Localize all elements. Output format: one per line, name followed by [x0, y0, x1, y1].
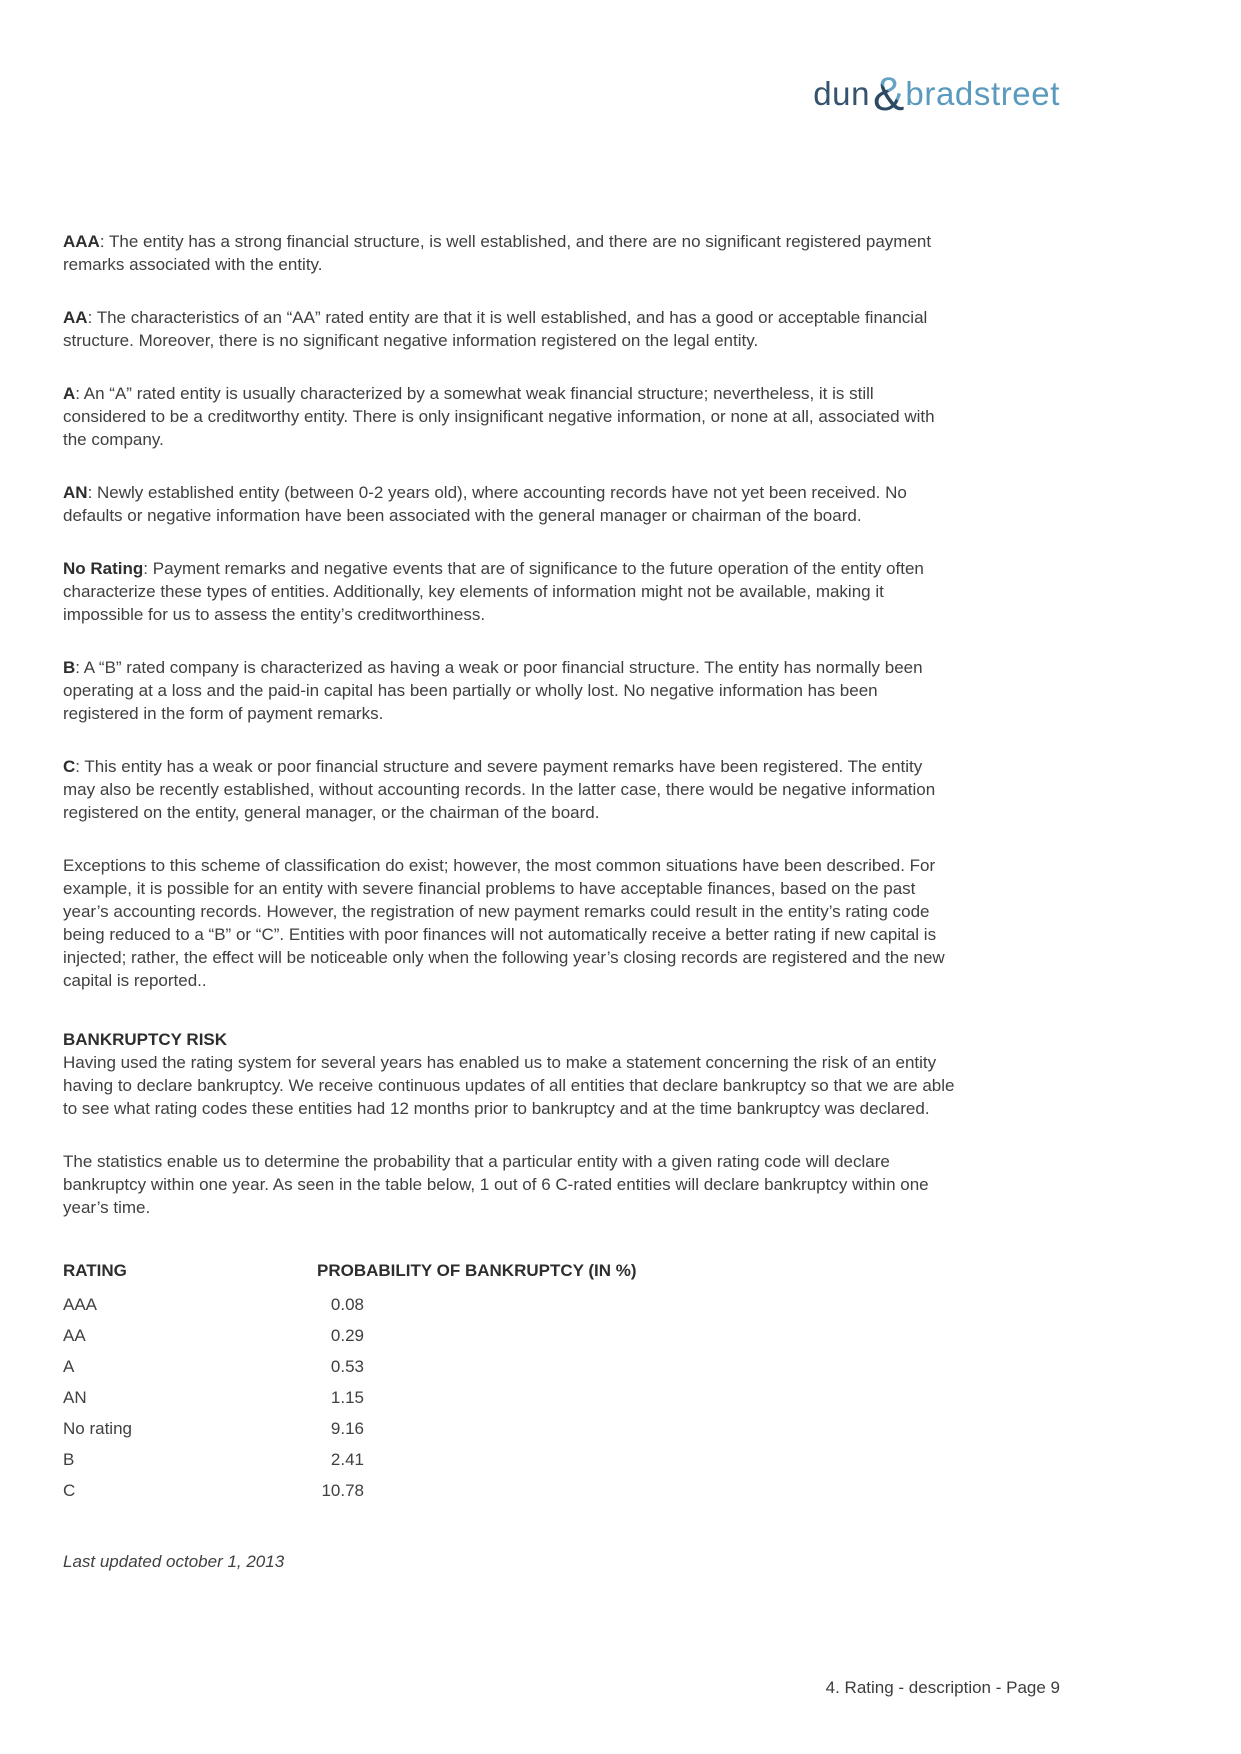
table-cell-rating: AA — [63, 1326, 86, 1345]
rating-definition-no-rating — [63, 557, 956, 626]
table-cell-rating: A — [63, 1357, 75, 1376]
rating-text-a: : An “A” rated entity is usually characterized by a somewhat weak financial structure; nevertheless, it is still considered to be a creditworthy entity. There is only insignificant negative information, or none at all, associated with the company. — [63, 384, 935, 449]
table-header-rating: RATING — [63, 1261, 127, 1280]
table-cell-rating: C — [63, 1481, 76, 1500]
rating-definition-an — [63, 481, 956, 527]
bankruptcy-risk-heading: BANKRUPTCY RISK — [63, 1030, 228, 1049]
rating-text-aa: : The characteristics of an “AA” rated entity are that it is well established, and has a good or acceptable financial structure. Moreover, there is no significant negative information registered on the legal entity. — [63, 308, 928, 350]
table-row — [63, 1479, 956, 1502]
table-row — [63, 1293, 956, 1316]
table-row — [63, 1386, 956, 1409]
table-row — [63, 1448, 956, 1471]
rating-term-c: C — [63, 757, 76, 776]
rating-text-no-rating: : Payment remarks and negative events that are of significance to the future operation of the entity often characterize these types of entities. Additionally, key elements of information might not be available, making it impossible for us to assess the entity’s creditworthiness. — [63, 559, 924, 624]
rating-term-an: AN — [63, 483, 88, 502]
page-footer: 4. Rating - description - Page 9 — [825, 1678, 1060, 1697]
document-body — [63, 230, 956, 1573]
rating-term-a: A — [63, 384, 76, 403]
rating-text-an: : Newly established entity (between 0-2 years old), where accounting records have not yet been received. No defaults or negative information have been associated with the general manager or chairman of the board. — [63, 483, 907, 525]
rating-definition-aaa — [63, 230, 956, 276]
table-row — [63, 1417, 956, 1440]
table-cell-probability: 0.53 — [330, 1357, 364, 1376]
rating-definition-b — [63, 656, 956, 725]
table-cell-probability: 2.41 — [330, 1450, 364, 1469]
table-cell-rating: B — [63, 1450, 75, 1469]
dun-bradstreet-logo — [813, 67, 1060, 120]
rating-term-no-rating: No Rating — [63, 559, 144, 578]
rating-definition-a — [63, 382, 956, 451]
rating-text-c: : This entity has a weak or poor financial structure and severe payment remarks have been registered. The entity may also be recently established, without accounting records. In the latter case, there would be negative information registered on the entity, general manager, or the chairman of the board. — [63, 757, 936, 822]
table-cell-probability: 9.16 — [330, 1419, 364, 1438]
rating-term-b: B — [63, 658, 76, 677]
rating-definition-c — [63, 755, 956, 824]
table-cell-probability: 0.08 — [330, 1295, 364, 1314]
rating-definition-aa — [63, 306, 956, 352]
table-cell-rating: No rating — [63, 1419, 132, 1438]
logo-ampersand-icon: & — [873, 67, 905, 120]
bankruptcy-paragraph-2: The statistics enable us to determine the probability that a particular entity with a given rating code will declare bankruptcy within one year. As seen in the table below, 1 out of 6 C-rated entities will declare bankruptcy within one year’s time. — [63, 1152, 929, 1217]
table-cell-rating: AAA — [63, 1295, 98, 1314]
rating-text-b: : A “B” rated company is characterized as having a weak or poor financial structure. The entity has normally been operating at a loss and the paid-in capital has been partially or wholly lost. No negative information has been registered in the form of payment remarks. — [63, 658, 923, 723]
table-row — [63, 1355, 956, 1378]
logo-text-bradstreet: bradstreet — [905, 75, 1060, 112]
table-cell-probability: 1.15 — [330, 1388, 364, 1407]
rating-text-aaa: : The entity has a strong financial structure, is well established, and there are no significant registered payment remarks associated with the entity. — [63, 232, 932, 274]
table-row — [63, 1324, 956, 1347]
logo-text-dun: dun — [813, 75, 871, 112]
table-cell-rating: AN — [63, 1388, 87, 1407]
table-cell-probability: 0.29 — [330, 1326, 364, 1345]
rating-term-aa: AA — [63, 308, 88, 327]
table-header-row — [63, 1259, 956, 1282]
rating-term-aaa: AAA — [63, 232, 100, 251]
bankruptcy-paragraph-1: Having used the rating system for several years has enabled us to make a statement concerning the risk of an entity having to declare bankruptcy. We receive continuous updates of all entities that declare bankruptcy so that we are able to see what rating codes these entities had 12 months prior to bankruptcy and at the time bankruptcy was declared. — [63, 1053, 955, 1118]
last-updated-note: Last updated october 1, 2013 — [63, 1552, 285, 1571]
exceptions-paragraph: Exceptions to this scheme of classification do exist; however, the most common situations have been described. For example, it is possible for an entity with severe financial problems to have acceptable finances, based on the past year’s accounting records. However, the registration of new payment remarks could result in the entity’s rating code being reduced to a “B” or “C”. Entities with poor finances will not automatically receive a better rating if new capital is injected; rather, the effect will be noticeable only when the following year’s closing records are registered and the new capital is reported.. — [63, 856, 945, 990]
table-header-probability: PROBABILITY OF BANKRUPTCY (IN %) — [317, 1261, 637, 1280]
table-cell-probability: 10.78 — [321, 1481, 364, 1500]
bankruptcy-probability-table — [63, 1259, 956, 1502]
